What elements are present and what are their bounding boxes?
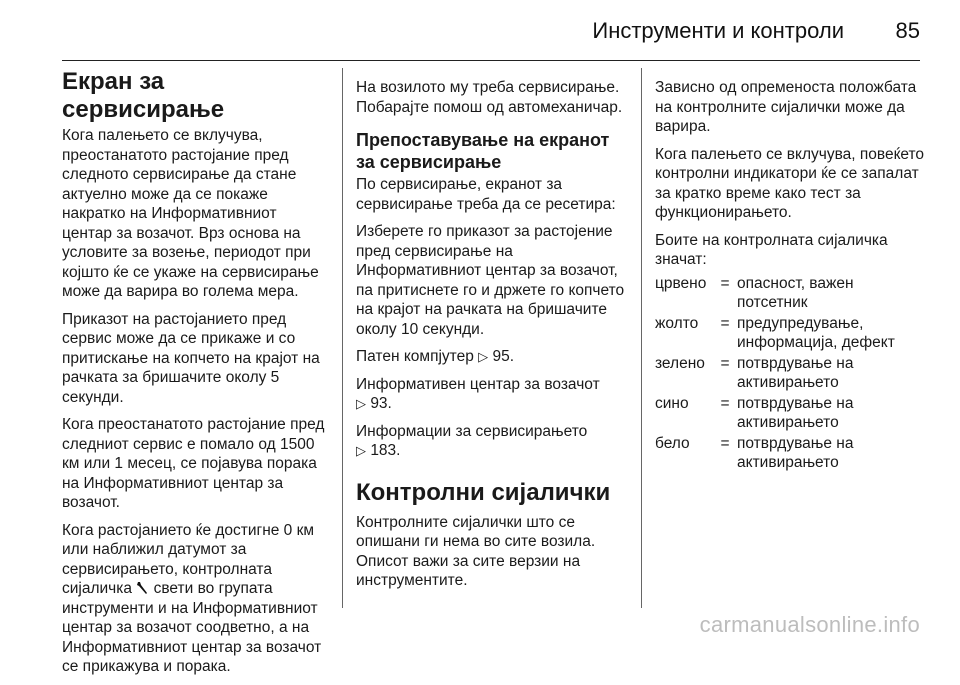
reference-page: 183. <box>370 442 401 459</box>
color-meaning: предупредување, информација, дефект <box>737 314 895 351</box>
cross-reference <box>356 347 628 367</box>
page-reference-icon: ▷ <box>356 396 366 411</box>
reference-text: Информативен центар за возачот <box>356 375 600 393</box>
cross-reference <box>356 375 628 414</box>
header-divider <box>62 60 920 61</box>
color-meaning: опасност, важен потсетник <box>737 274 854 311</box>
color-name: сино <box>655 394 689 412</box>
page-reference-icon: ▷ <box>478 349 489 364</box>
paragraph-text: Кога растојанието ќе достигне 0 км или наближил датумот за сервисирањето, контролната сијаличка <box>62 521 315 597</box>
color-name: жолто <box>655 314 699 332</box>
color-name: црвено <box>655 274 707 292</box>
paragraph: Кога палењето се вклучува, преостанатото растојание пред следното сервисирање да стане актуелно може да се покаже накратко на Информативниот центар за возачот. Врз основа на условите за возење, периодот при којшто ќе се укаже на сервисирање може да варира во голема мера. <box>62 127 319 300</box>
subheading-reset-service-display: Препоставување на екранот за сервисирање <box>356 130 610 172</box>
column-3 <box>655 78 925 474</box>
paragraph <box>62 521 330 677</box>
paragraph: Приказот на растојанието пред сервис може да се прикаже и со притискање на копчето на крајот на рачката за бришачите околу 5 секунди. <box>62 310 320 406</box>
page-number: 85 <box>895 18 920 43</box>
table-row <box>655 354 925 394</box>
equals-sign: = <box>720 354 730 372</box>
table-row <box>655 314 925 354</box>
indicator-color-table <box>655 274 925 474</box>
chapter-title: Инструменти и контроли <box>592 18 844 43</box>
color-name: зелено <box>655 354 705 372</box>
column-divider-1 <box>342 68 343 608</box>
paragraph: Кога преостанатото растојание пред следниот сервис е помало од 1500 км или 1 месец, се појавува порака на Информативниот центар за возачот. <box>62 416 325 511</box>
reference-text: Патен компјутер <box>356 348 474 365</box>
paragraph: Контролните сијалички што се опишани ги нема во сите возила. Описот важи за сите верзии на инструментите. <box>356 513 596 589</box>
reference-text: Информации за сервисирањето <box>356 422 588 440</box>
paragraph: Кога палењето се вклучува, повеќето контролни индикатори ќе се запалат за кратко време како тест за функционирањето. <box>655 145 925 221</box>
paragraph: Зависно од опременоста положбата на контролните сијалички може да варира. <box>655 79 917 135</box>
color-meaning: потврдување на активирањето <box>737 434 854 471</box>
table-row <box>655 274 925 314</box>
page-reference-icon: ▷ <box>356 443 366 458</box>
paragraph-text: свети во групата инструменти и на Информативниот центар за возачот соодветно, а на Информативниот центар за возачот се прикажува и порака. <box>62 580 322 675</box>
section-heading-service-display: Екран за сервисирање <box>62 68 225 123</box>
paragraph: Боите на контролната сијаличка значат: <box>655 231 888 268</box>
color-meaning: потврдување на активирањето <box>737 394 854 431</box>
wrench-icon <box>136 580 149 597</box>
color-meaning: потврдување на активирањето <box>737 354 854 391</box>
reference-page: 95. <box>492 348 515 365</box>
cross-reference <box>356 422 628 461</box>
color-name: бело <box>655 434 690 452</box>
equals-sign: = <box>720 274 730 292</box>
paragraph: На возилото му треба сервисирање. Побарајте помош од автомеханичар. <box>356 79 623 116</box>
equals-sign: = <box>720 394 730 412</box>
paragraph: По сервисирање, екранот за сервисирање треба да се ресетира: <box>356 176 616 213</box>
equals-sign: = <box>720 314 730 332</box>
section-heading-control-indicators: Контролни сијалички <box>356 478 611 506</box>
column-2 <box>356 78 628 599</box>
page-header <box>0 0 960 62</box>
reference-page: 93. <box>370 395 392 412</box>
table-row <box>655 434 925 474</box>
equals-sign: = <box>720 434 730 452</box>
watermark: carmanualsonline.info <box>699 612 920 637</box>
paragraph: Изберете го приказот за растојение пред сервисирање на Информативниот центар за возачот, па притиснете го и држете го копчето на крајот на рачката на бришачите околу 10 секунди. <box>356 223 625 338</box>
table-row <box>655 394 925 434</box>
column-1 <box>62 68 330 685</box>
column-divider-2 <box>641 68 642 608</box>
